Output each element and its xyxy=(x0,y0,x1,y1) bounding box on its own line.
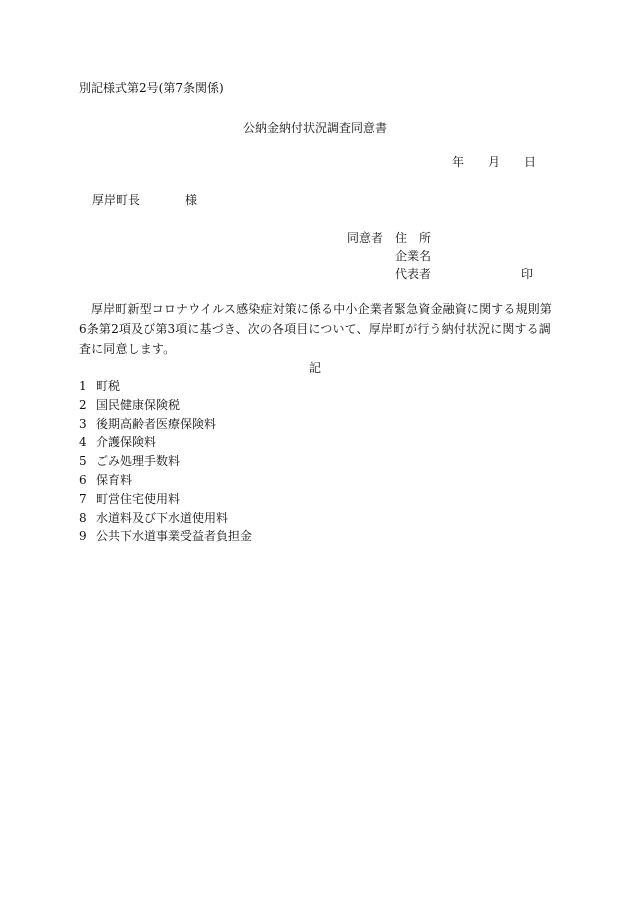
item-label: 介護保険料 xyxy=(96,435,157,450)
item-label: 町営住宅使用料 xyxy=(96,491,181,506)
item-label: 後期高齢者医療保険料 xyxy=(96,416,217,431)
list-item xyxy=(79,471,252,490)
list-item xyxy=(79,490,252,509)
list-item xyxy=(79,415,252,434)
item-number: 3 xyxy=(79,416,87,431)
list-item xyxy=(79,452,252,471)
form-number: 別記様式第2号(第7条関係) xyxy=(79,81,224,95)
representative-label: 代表者 xyxy=(395,267,432,281)
item-label: 国民健康保険税 xyxy=(96,397,181,412)
company-name-label: 企業名 xyxy=(395,249,432,263)
seal-mark: 印 xyxy=(521,267,534,281)
item-number: 4 xyxy=(79,435,87,450)
list-item xyxy=(79,396,252,415)
ki-heading: 記 xyxy=(308,361,321,375)
item-number: 5 xyxy=(79,454,87,469)
item-label: 保育料 xyxy=(96,472,133,487)
addressee-honorific: 様 xyxy=(185,193,198,207)
date-line xyxy=(452,155,536,169)
list-item xyxy=(79,433,252,452)
item-label: ごみ処理手数料 xyxy=(96,454,181,469)
addressee-name: 厚岸町長 xyxy=(92,193,141,207)
list-item xyxy=(79,509,252,528)
consenter-label: 同意者 xyxy=(347,231,384,245)
item-label: 町税 xyxy=(96,379,121,393)
addressee xyxy=(92,193,197,207)
consent-body-content: 厚岸町新型コロナウイルス感染症対策に係る中小企業者緊急資金融資に関する規則第6条第2項及び第3項に基づき、次の各項目について、厚岸町が行う納付状況に関する調査に同意します。 xyxy=(79,302,552,356)
document-title: 公納金納付状況調査同意書 xyxy=(242,121,387,135)
item-number: 1 xyxy=(79,379,87,393)
date-year-label: 年 xyxy=(452,155,465,169)
item-label: 水道料及び下水道使用料 xyxy=(96,510,229,525)
date-month-label: 月 xyxy=(488,155,501,169)
item-number: 6 xyxy=(79,472,87,487)
list-item xyxy=(79,377,252,396)
address-label: 住 所 xyxy=(395,231,432,245)
date-day-label: 日 xyxy=(524,155,537,169)
item-number: 8 xyxy=(79,510,87,525)
item-number: 2 xyxy=(79,397,87,412)
item-list xyxy=(79,377,252,546)
list-item xyxy=(79,527,252,546)
item-number: 9 xyxy=(79,529,87,544)
consent-body-text xyxy=(79,299,555,359)
item-number: 7 xyxy=(79,491,87,506)
item-label: 公共下水道事業受益者負担金 xyxy=(96,529,253,544)
